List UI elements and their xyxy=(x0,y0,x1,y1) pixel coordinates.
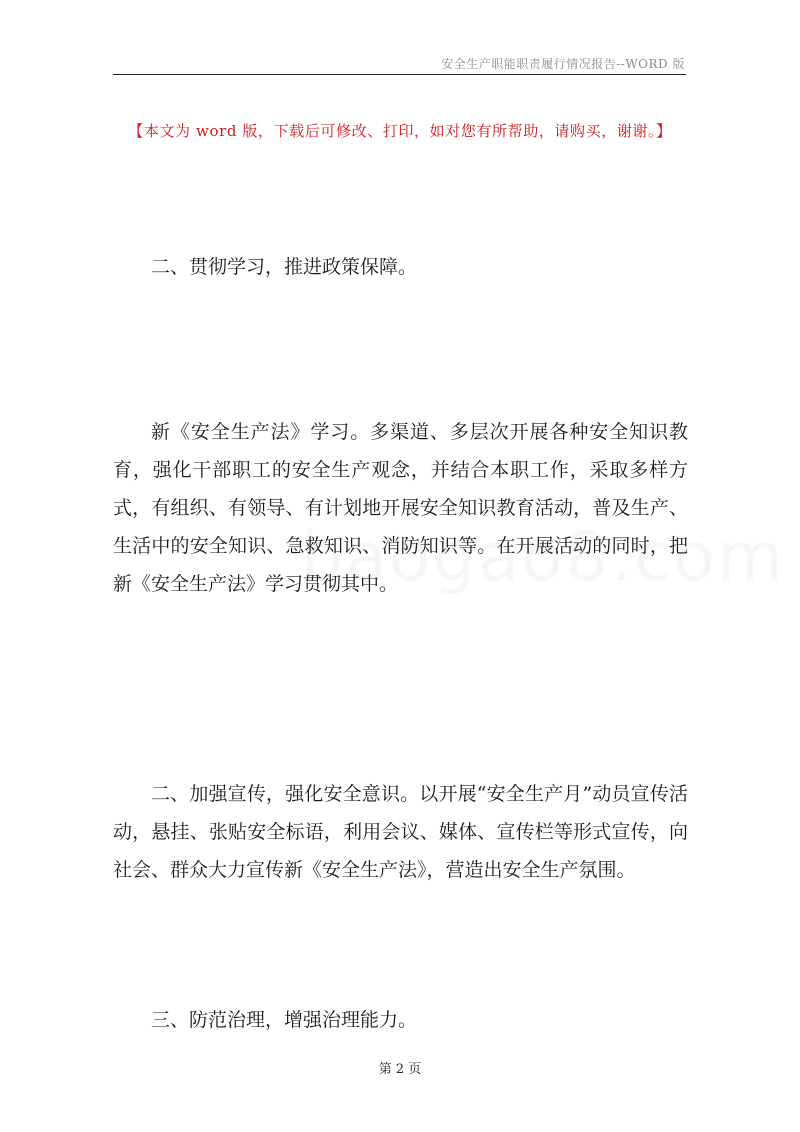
paragraph-heading-3: 三、防范治理，增强治理能力。 xyxy=(151,1009,418,1031)
download-notice: 【本文为 word 版，下载后可修改、打印，如对您有所帮助，请购买，谢谢。】 xyxy=(128,122,672,140)
header-rule xyxy=(113,74,686,75)
running-header: 安全生产职能职责履行情况报告--WORD 版 xyxy=(441,57,685,71)
paragraph-law-study: 新《安全生产法》学习。多渠道、多层次开展各种安全知识教育，强化干部职工的安全生产观念，并结合本职工作，采取多样方式，有组织、有领导、有计划地开展安全知识教育活动，普及生产、生活中的安全知识、急救知识、消防知识等。在开展活动的同时，把新《安全生产法》学习贯彻其中。 xyxy=(113,421,688,595)
page-number: 第 2 页 xyxy=(378,1062,422,1077)
paragraph-publicity: 二、加强宣传，强化安全意识。以开展“安全生产月”动员宣传活动，悬挂、张贴安全标语，利用会议、媒体、宣传栏等形式宣传，向社会、群众大力宣传新《安全生产法》，营造出安全生产氛围。 xyxy=(113,783,688,881)
paragraph-heading-2: 二、贯彻学习，推进政策保障。 xyxy=(151,256,418,278)
